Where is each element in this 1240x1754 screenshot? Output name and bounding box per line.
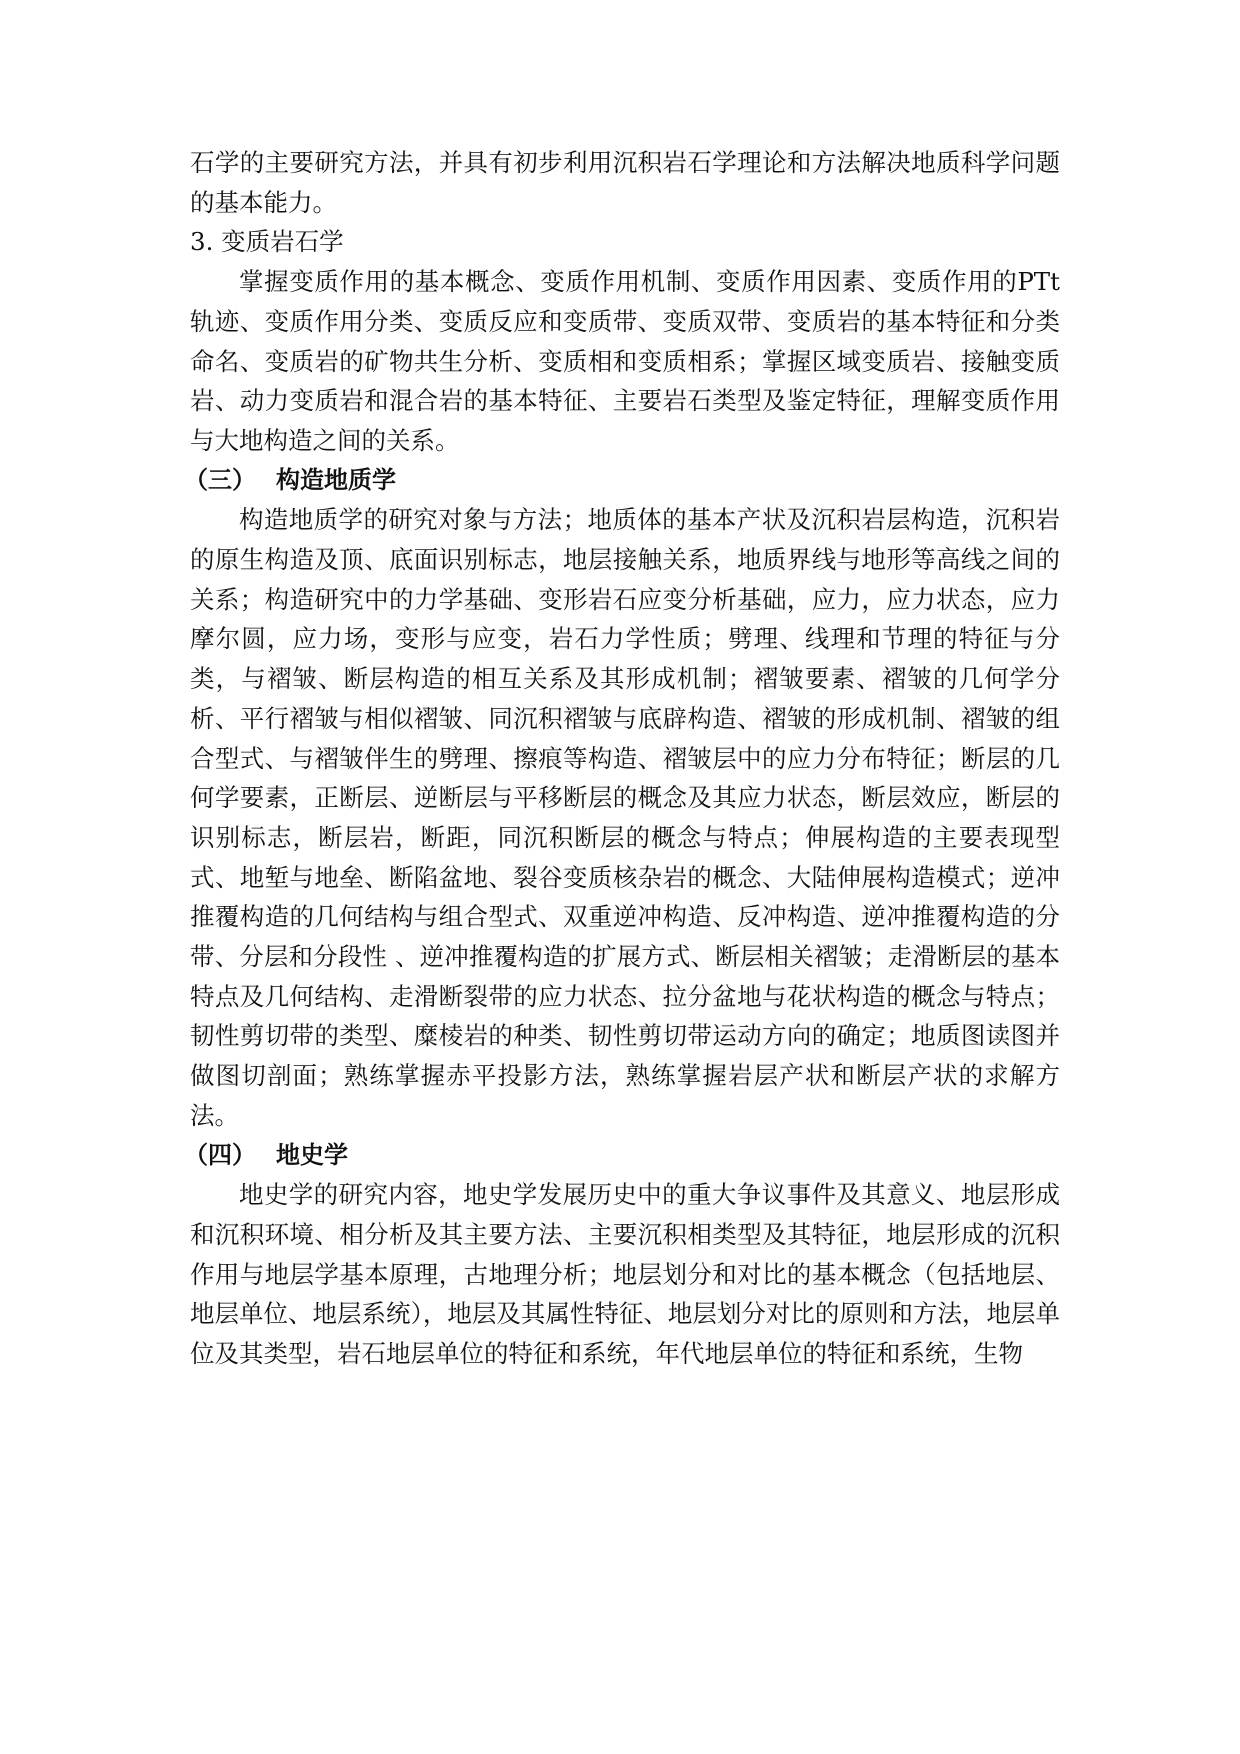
subheading-metamorphic-petrology: 3. 变质岩石学 [190,227,344,257]
section-title: 构造地质学 [276,465,396,494]
document-page [184,143,1060,1374]
section-heading-historical-geology [184,1136,1060,1176]
paragraph-sedimentary-petrology-end: 石学的主要研究方法，并具有初步利用沉积岩石学理论和方法解决地质科学问题的基本能力。 [190,148,1060,217]
section-heading-structural-geology [184,461,1060,501]
section-title: 地史学 [276,1140,348,1169]
section-number: （四） [184,1140,256,1169]
paragraph-historical-geology: 地史学的研究内容，地史学发展历史中的重大争议事件及其意义、地层形成和沉积环境、相分析及其主要方法、主要沉积相类型及其特征，地层形成的沉积作用与地层学基本原理，古地理分析；地层划分和对比的基本概念（包括地层、地层单位、地层系统），地层及其属性特征、地层划分对比的原则和方法，地层单位及其类型，岩石地层单位的特征和系统，年代地层单位的特征和系统，生物 [190,1180,1060,1369]
paragraph-structural-geology: 构造地质学的研究对象与方法；地质体的基本产状及沉积岩层构造，沉积岩的原生构造及顶、底面识别标志，地层接触关系，地质界线与地形等高线之间的关系；构造研究中的力学基础、变形岩石应变分析基础，应力，应力状态，应力摩尔圆，应力场，变形与应变，岩石力学性质；劈理、线理和节理的特征与分类，与褶皱、断层构造的相互关系及其形成机制；褶皱要素、褶皱的几何学分析、平行褶皱与相似褶皱、同沉积褶皱与底辟构造、褶皱的形成机制、褶皱的组合型式、与褶皱伴生的劈理、擦痕等构造、褶皱层中的应力分布特征；断层的几何学要素，正断层、逆断层与平移断层的概念及其应力状态，断层效应，断层的识别标志，断层岩，断距，同沉积断层的概念与特点；伸展构造的主要表现型式、地堑与地垒、断陷盆地、裂谷变质核杂岩的概念、大陆伸展构造模式；逆冲推覆构造的几何结构与组合型式、双重逆冲构造、反冲构造、逆冲推覆构造的分带、分层和分段性 、逆冲推覆构造的扩展方式、断层相关褶皱；走滑断层的基本特点及几何结构、走滑断裂带的应力状态、拉分盆地与花状构造的概念与特点；韧性剪切带的类型、糜棱岩的种类、韧性剪切带运动方向的确定；地质图读图并做图切剖面；熟练掌握赤平投影方法，熟练掌握岩层产状和断层产状的求解方法。 [190,505,1060,1130]
section-number: （三） [184,465,256,494]
paragraph-metamorphic-petrology: 掌握变质作用的基本概念、变质作用机制、变质作用因素、变质作用的PTt轨迹、变质作用分类、变质反应和变质带、变质双带、变质岩的基本特征和分类命名、变质岩的矿物共生分析、变质相和变质相系；掌握区域变质岩、接触变质岩、动力变质岩和混合岩的基本特征、主要岩石类型及鉴定特征，理解变质作用与大地构造之间的关系。 [190,267,1060,455]
